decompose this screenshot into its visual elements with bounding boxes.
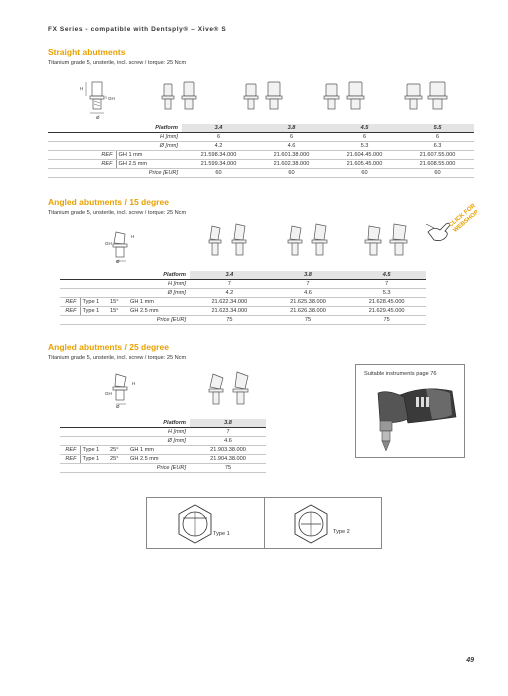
ref-number: 21.605.45.000: [328, 160, 401, 169]
section-title-angled-15: Angled abutments / 15 degree: [48, 197, 169, 207]
straight-spec-table: [48, 124, 474, 178]
h-value: 6: [401, 133, 474, 142]
h-value: 7: [269, 280, 348, 289]
type-label: Type 1: [80, 455, 108, 464]
diagram-label-gh: GH: [105, 391, 112, 396]
platform-label: Platform: [128, 419, 190, 428]
d-value: 5.3: [328, 142, 401, 151]
platform-value: 3.8: [269, 271, 348, 280]
section-subtitle-straight: Titanium grade 5, unsterile, incl. screw / torque: 25 Ncm: [48, 60, 187, 66]
abutment-image-3-8: [240, 78, 286, 122]
diagram-label-d: Ø: [116, 259, 120, 264]
ref-number: 21.904.38.000: [190, 455, 266, 464]
type-label: Type 1: [80, 307, 108, 316]
connection-types-box: [146, 497, 382, 549]
type-label: Type 1: [80, 298, 108, 307]
gh-label: GH 2.5 mm: [128, 455, 190, 464]
ref-number: 21.601.38.000: [255, 151, 328, 160]
price-value: 60: [328, 169, 401, 178]
h-value: 6: [255, 133, 328, 142]
h-value: 7: [190, 280, 269, 289]
type-label: Type 1: [80, 446, 108, 455]
h-label: H [mm]: [128, 280, 190, 289]
ref-label: REF: [68, 160, 116, 169]
h-value: 6: [182, 133, 255, 142]
price-value: 60: [182, 169, 255, 178]
d-value: 6.3: [401, 142, 474, 151]
ref-number: 21.599.34.000: [182, 160, 255, 169]
abutment-image-5-5: [402, 78, 450, 122]
platform-value: 3.8: [255, 124, 328, 133]
d-value: 4.2: [182, 142, 255, 151]
angled-15-abutment-diagram: [104, 228, 140, 266]
ref-number: 21.622.34.000: [190, 298, 269, 307]
page-header: FX Series - compatible with Dentsply® – Xive® S: [48, 26, 227, 33]
angle-label: 25°: [108, 446, 128, 455]
angle-label: 15°: [108, 307, 128, 316]
angled-abutment-image-3-8: [284, 220, 334, 268]
instruments-box[interactable]: [355, 364, 465, 458]
instruments-label: Suitable instruments page 76: [364, 371, 437, 377]
angle-label: 25°: [108, 455, 128, 464]
platform-label: Platform: [116, 124, 182, 133]
angled-25-abutment-image-3-8: [204, 368, 256, 416]
ref-number: 21.607.55.000: [401, 151, 474, 160]
h-value: 7: [347, 280, 426, 289]
straight-abutment-diagram: [78, 78, 122, 122]
section-title-straight: Straight abutments: [48, 47, 126, 57]
angled-15-spec-table: [60, 271, 426, 325]
d-value: 4.2: [190, 289, 269, 298]
platform-value: 3.8: [190, 419, 266, 428]
platform-value: 3.4: [182, 124, 255, 133]
h-label: H [mm]: [116, 133, 182, 142]
price-value: 75: [347, 316, 426, 325]
platform-value: 5.5: [401, 124, 474, 133]
price-label: Price [EUR]: [116, 169, 182, 178]
ref-number: 21.626.38.000: [269, 307, 348, 316]
price-value: 60: [255, 169, 328, 178]
gh-label: GH 2.5 mm: [128, 307, 190, 316]
ref-number: 21.623.34.000: [190, 307, 269, 316]
page-number: 49: [466, 657, 474, 664]
angled-25-abutment-diagram: [104, 370, 140, 410]
price-value: 60: [401, 169, 474, 178]
ref-number: 21.903.38.000: [190, 446, 266, 455]
abutment-image-3-4: [158, 78, 200, 122]
d-value: 4.6: [190, 437, 266, 446]
diagram-label-h: H: [80, 86, 84, 91]
diagram-label-h: H: [132, 381, 136, 386]
price-value: 75: [269, 316, 348, 325]
ref-label: REF: [60, 307, 80, 316]
h-value: 6: [328, 133, 401, 142]
price-label: Price [EUR]: [128, 464, 190, 473]
webshop-stamp-text[interactable]: CLICK FOR WEBSHOP: [448, 202, 481, 234]
ref-number: 21.625.38.000: [269, 298, 348, 307]
platform-value: 4.5: [328, 124, 401, 133]
ref-number: 21.608.55.000: [401, 160, 474, 169]
d-value: 5.3: [347, 289, 426, 298]
ref-label: REF: [60, 455, 80, 464]
type-1-hexagon-icon: [173, 502, 217, 546]
ref-label: REF: [60, 446, 80, 455]
d-label: Ø [mm]: [128, 289, 190, 298]
d-value: 4.6: [255, 142, 328, 151]
angle-label: 15°: [108, 298, 128, 307]
diagram-label-d: Ø: [116, 404, 120, 409]
gh-label: GH 1 mm: [128, 298, 190, 307]
type-2-label: Type 2: [333, 529, 350, 535]
section-title-angled-25: Angled abutments / 25 degree: [48, 342, 169, 352]
diagram-label-gh: GH: [105, 241, 112, 246]
ref-label: REF: [60, 298, 80, 307]
abutment-image-4-5: [320, 78, 368, 122]
section-subtitle-angled-15: Titanium grade 5, unsterile, incl. screw / torque: 25 Ncm: [48, 210, 187, 216]
platform-value: 3.4: [190, 271, 269, 280]
torque-wrench-icon: [360, 383, 462, 457]
h-value: 7: [190, 428, 266, 437]
ref-number: 21.602.38.000: [255, 160, 328, 169]
angled-abutment-image-3-4: [204, 220, 254, 268]
h-label: H [mm]: [128, 428, 190, 437]
ref-number: 21.598.34.000: [182, 151, 255, 160]
d-label: Ø [mm]: [116, 142, 182, 151]
diagram-label-d: Ø: [96, 115, 100, 120]
diagram-label-gh: GH: [108, 96, 115, 101]
platform-label: Platform: [128, 271, 190, 280]
type-1-label: Type 1: [213, 531, 230, 537]
diagram-label-h: H: [131, 234, 135, 239]
price-value: 75: [190, 316, 269, 325]
gh-label: GH 1 mm: [116, 151, 182, 160]
gh-label: GH 1 mm: [128, 446, 190, 455]
angled-abutment-image-4-5: [362, 220, 414, 268]
price-label: Price [EUR]: [128, 316, 190, 325]
gh-label: GH 2.5 mm: [116, 160, 182, 169]
type-2-hexagon-icon: [289, 502, 333, 546]
ref-number: 21.629.45.000: [347, 307, 426, 316]
price-value: 75: [190, 464, 266, 473]
section-subtitle-angled-25: Titanium grade 5, unsterile, incl. screw / torque: 25 Ncm: [48, 355, 187, 361]
d-label: Ø [mm]: [128, 437, 190, 446]
platform-value: 4.5: [347, 271, 426, 280]
types-divider: [264, 498, 265, 548]
angled-25-spec-table: [60, 419, 266, 473]
ref-number: 21.628.45.000: [347, 298, 426, 307]
d-value: 4.6: [269, 289, 348, 298]
ref-label: REF: [68, 151, 116, 160]
ref-number: 21.604.45.000: [328, 151, 401, 160]
